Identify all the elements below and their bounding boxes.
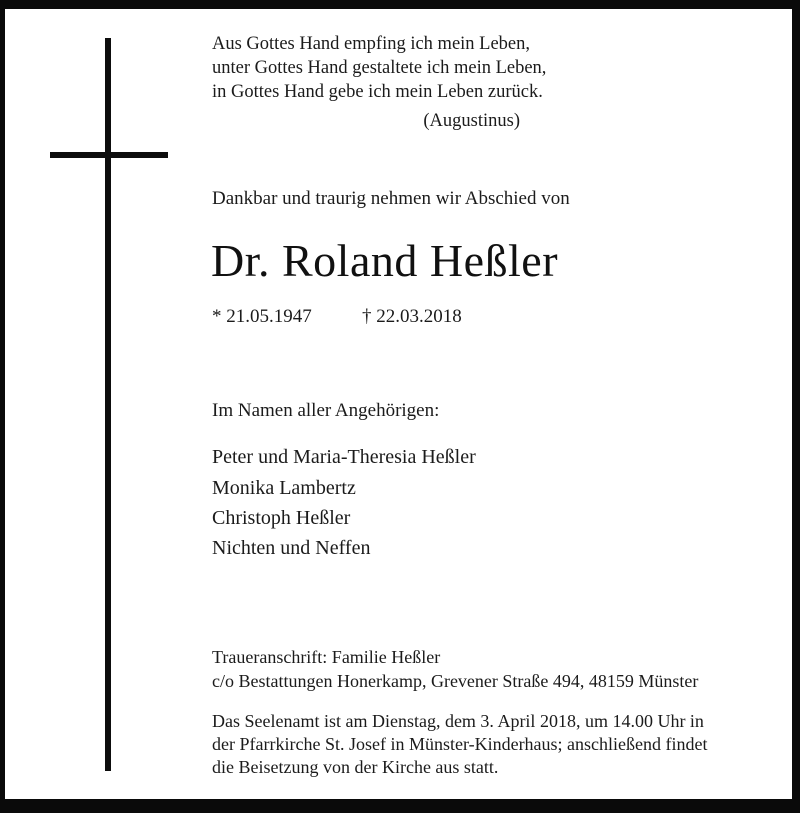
- quote-attribution: (Augustinus): [423, 111, 520, 131]
- scan-border-top: [0, 0, 800, 9]
- mourning-address: c/o Bestattungen Honerkamp, Grevener Straße 494, 48159 Münster: [212, 671, 699, 691]
- service-details-line: die Beisetzung von der Kirche aus statt.: [212, 757, 499, 777]
- death-date: † 22.03.2018: [362, 306, 462, 327]
- family-member: Christoph Heßler: [212, 507, 351, 529]
- family-member: Monika Lambertz: [212, 477, 356, 499]
- opening-quote: [212, 32, 547, 133]
- quote-line: Aus Gottes Hand empfing ich mein Leben,: [212, 34, 531, 54]
- life-dates: [212, 306, 462, 328]
- scan-border-bottom: [0, 799, 800, 813]
- scan-border-right: [792, 0, 800, 813]
- family-member: Nichten und Neffen: [212, 537, 371, 559]
- farewell-intro: Dankbar und traurig nehmen wir Abschied von: [212, 188, 570, 209]
- scan-border-left: [0, 0, 5, 813]
- quote-line: in Gottes Hand gebe ich mein Leben zurück.: [212, 82, 543, 102]
- birth-date: * 21.05.1947: [212, 306, 312, 327]
- family-member: Peter und Maria-Theresia Heßler: [212, 446, 476, 468]
- mourning-address-label: Traueranschrift: Familie Heßler: [212, 647, 441, 667]
- cross-horizontal-beam: [50, 152, 168, 158]
- family-intro: Im Namen aller Angehörigen:: [212, 400, 440, 421]
- service-details-line: der Pfarrkirche St. Josef in Münster-Kinderhaus; anschließend findet: [212, 734, 708, 754]
- service-details-line: Das Seelenamt ist am Dienstag, dem 3. April 2018, um 14.00 Uhr in: [212, 711, 704, 731]
- cross-vertical-beam: [105, 38, 111, 771]
- deceased-name: Dr. Roland Heßler: [211, 235, 559, 286]
- quote-line: unter Gottes Hand gestaltete ich mein Leben,: [212, 58, 547, 78]
